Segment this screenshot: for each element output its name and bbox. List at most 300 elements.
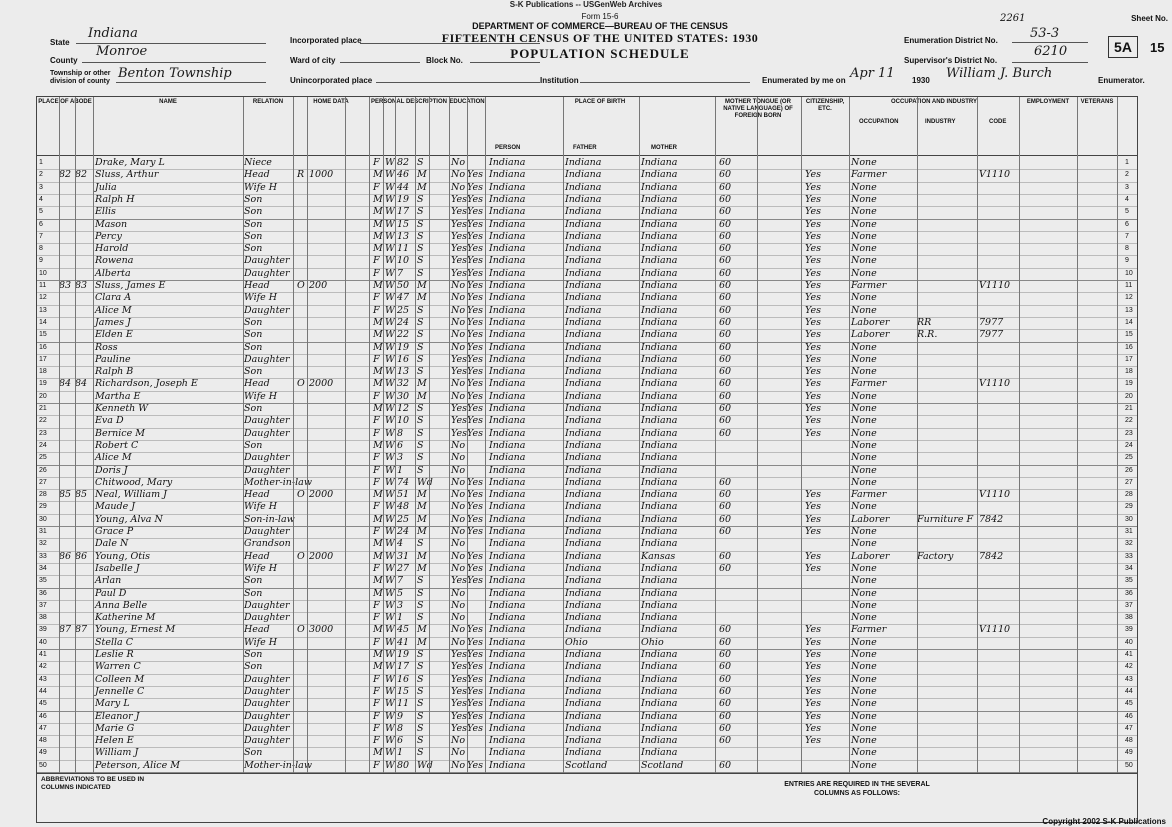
cell-race: W [385,747,395,759]
cell-sex: M [373,439,383,451]
cell-mbp: Indiana [641,378,678,390]
cell-sex: M [373,747,383,759]
cell-age: 16 [397,673,410,685]
cell-lang: 60 [719,513,732,525]
column-rule [93,97,94,773]
cell-fbp: Scotland [565,759,608,771]
cell-rel: Daughter [244,685,290,697]
cell-name: Clara A [95,292,132,304]
table-row [37,501,1137,513]
cell-rel: Daughter [244,427,290,439]
cell-occ: Farmer [851,280,887,291]
cell-cit: Yes [805,526,821,537]
cell-occ: None [851,476,877,488]
cell-race: W [385,304,395,316]
cell-mar: S [417,316,424,328]
line-number-right: 34 [1125,564,1133,572]
cell-race: W [385,439,395,451]
line-number-right: 24 [1125,441,1133,449]
cell-sex: F [373,698,380,710]
cell-occ: None [851,452,877,464]
cell-mar: S [417,439,424,451]
cell-race: W [385,575,395,587]
cell-mar: S [417,538,424,550]
cell-occ: None [851,759,877,771]
cell-cit: Yes [805,489,821,501]
col-personal-description: PERSONAL DESCRIPTION [369,97,450,155]
cell-sex: F [373,415,380,427]
cell-mbp: Indiana [641,341,678,353]
cell-sch: No [451,280,466,291]
line-number-right: 39 [1125,626,1133,634]
copyright: Copyright 2002 S-K Publications [1042,817,1166,826]
cell-bp: Indiana [489,575,526,587]
cell-lang: 60 [719,243,732,255]
unincorporated-label: Unincorporated place [290,76,373,85]
cell-name: Peterson, Alice M [95,759,180,771]
cell-sex: F [373,464,380,476]
table-row [37,255,1137,267]
cell-occ: Laborer [851,550,890,562]
cell-occ: None [851,538,877,550]
cell-occ: Farmer [851,489,887,501]
cell-lang: 60 [719,403,732,414]
cell-fbp: Indiana [565,526,602,537]
cell-mar: M [417,513,427,525]
cell-age: 24 [397,526,410,537]
cell-age: 10 [397,255,410,267]
table-row [37,305,1137,317]
table-row [37,219,1137,231]
cell-fbp: Indiana [565,562,602,574]
line-number-right: 8 [1125,245,1129,253]
cell-home: O [297,280,305,291]
cell-occ: None [851,415,877,427]
cell-name: Robert C [95,439,139,451]
cell-fbp: Indiana [565,439,602,451]
cell-read: Yes [467,710,483,722]
cell-cit: Yes [805,181,821,193]
cell-age: 3 [397,452,404,464]
cell-name: Bernice M [95,427,145,439]
cell-fam: 85 [75,489,88,501]
cell-name: Young, Alva N [95,513,163,525]
table-row [37,563,1137,575]
cell-mbp: Indiana [641,415,678,427]
line-number: 41 [39,651,47,658]
cell-sch: No [451,439,466,451]
cell-occ: None [851,526,877,537]
cell-fbp: Indiana [565,280,602,291]
line-number: 22 [39,417,47,425]
cell-rel: Wife H [244,562,278,574]
line-number-right: 19 [1125,380,1133,388]
cell-occ: Laborer [851,316,890,328]
line-number: 27 [39,478,47,486]
table-row [37,551,1137,563]
cell-fbp: Indiana [565,181,602,193]
cell-mbp: Indiana [641,698,678,710]
cell-code: 7977 [979,316,1004,328]
cell-age: 12 [397,403,410,414]
cell-occ: None [851,575,877,587]
cell-fbp: Indiana [565,452,602,464]
cell-sch: Yes [451,661,467,673]
cell-sch: No [451,329,466,341]
cell-name: Colleen M [95,673,145,685]
cell-code: V1110 [979,169,1011,181]
column-rule [917,97,918,773]
cell-mar: S [417,267,424,279]
cell-mbp: Indiana [641,366,678,378]
cell-sch: No [451,157,466,168]
cell-mbp: Indiana [641,267,678,279]
cell-age: 13 [397,366,410,378]
cell-bp: Indiana [489,538,526,550]
cell-mbp: Indiana [641,403,678,414]
cell-lang: 60 [719,636,732,648]
cell-lang: 60 [719,390,732,402]
cell-race: W [385,157,395,168]
cell-occ: Farmer [851,378,887,390]
cell-sch: No [451,538,466,550]
cell-mar: S [417,341,424,353]
line-number: 36 [39,589,47,597]
line-number: 37 [39,601,47,609]
cell-bp: Indiana [489,193,526,205]
line-number: 30 [39,515,47,523]
cell-mbp: Indiana [641,612,678,624]
cell-lang: 60 [719,329,732,341]
table-row [37,329,1137,341]
census-table [36,96,1138,774]
line-number-right: 25 [1125,454,1133,462]
cell-mbp: Indiana [641,255,678,267]
cell-val: 1000 [309,169,334,181]
cell-mar: M [417,624,427,636]
line-number-right: 33 [1125,552,1133,560]
cell-name: Ross [95,341,118,353]
cell-rel: Head [244,378,270,390]
cell-bp: Indiana [489,230,526,242]
col-industry: INDUSTRY [925,119,956,125]
cell-fbp: Indiana [565,193,602,205]
line-number-right: 11 [1125,282,1133,289]
cell-bp: Indiana [489,489,526,501]
cell-age: 4 [397,538,404,550]
cell-lang: 60 [719,489,732,501]
cell-sch: Yes [451,722,467,734]
enumerated-label: Enumerated by me on [762,76,846,85]
cell-age: 1 [397,747,404,759]
cell-mbp: Indiana [641,661,678,673]
cell-name: Paul D [95,587,127,599]
cell-cit: Yes [805,661,821,673]
col-employment: EMPLOYMENT [1019,97,1078,155]
cell-mar: M [417,636,427,648]
col-mother: MOTHER [651,145,677,151]
column-rule [243,97,244,773]
entries-title: ENTRIES ARE REQUIRED IN THE SEVERAL COLUMNS AS FOLLOWS: [784,781,930,797]
cell-fbp: Indiana [565,206,602,218]
column-rule [1019,97,1020,773]
cell-mar: S [417,304,424,316]
cell-race: W [385,612,395,624]
cell-cit: Yes [805,366,821,378]
cell-mbp: Indiana [641,575,678,587]
cell-race: W [385,636,395,648]
column-rule [395,97,396,773]
cell-age: 45 [397,624,410,636]
cell-bp: Indiana [489,181,526,193]
cell-bp: Indiana [489,649,526,660]
cell-bp: Indiana [489,329,526,341]
cell-age: 13 [397,230,410,242]
cell-sch: No [451,735,466,747]
column-rule [369,97,370,773]
cell-occ: None [851,636,877,648]
ward-line [340,62,420,63]
col-person: PERSON [495,145,521,151]
column-rule [563,97,564,773]
cell-age: 80 [397,759,410,771]
cell-fbp: Indiana [565,489,602,501]
cell-name: Percy [95,230,122,242]
cell-bp: Indiana [489,612,526,624]
column-rule [307,97,308,773]
cell-sch: Yes [451,255,467,267]
cell-age: 19 [397,341,410,353]
cell-mar: S [417,157,424,168]
cell-age: 7 [397,267,404,279]
cell-sch: Yes [451,710,467,722]
cell-cit: Yes [805,267,821,279]
cell-lang: 60 [719,255,732,267]
cell-rel: Daughter [244,464,290,476]
cell-rel: Head [244,624,270,636]
line-number: 43 [39,675,47,683]
column-rule [1117,97,1118,773]
table-row [37,194,1137,206]
cell-sch: Yes [451,353,467,365]
cell-fbp: Indiana [565,698,602,710]
cell-age: 19 [397,649,410,660]
cell-code: 7842 [979,513,1004,525]
table-row [37,280,1137,292]
cell-sex: F [373,685,380,697]
cell-read: Yes [467,489,483,501]
cell-bp: Indiana [489,292,526,304]
cell-name: Helen E [95,735,134,747]
cell-dw: 82 [59,169,72,181]
cell-mbp: Indiana [641,673,678,685]
cell-read: Yes [467,673,483,685]
cell-age: 44 [397,181,410,193]
cell-lang: 60 [719,218,732,230]
cell-lang: 60 [719,685,732,697]
cell-fbp: Indiana [565,538,602,550]
cell-mbp: Indiana [641,464,678,476]
cell-dw: 87 [59,624,72,636]
table-row [37,600,1137,612]
cell-read: Yes [467,562,483,574]
cell-fbp: Indiana [565,341,602,353]
cell-lang: 60 [719,562,732,574]
cell-occ: None [851,390,877,402]
cell-rel: Son [244,403,263,414]
cell-sch: Yes [451,366,467,378]
cell-occ: None [851,292,877,304]
line-number: 16 [39,343,47,351]
cell-bp: Indiana [489,464,526,476]
cell-age: 25 [397,304,410,316]
cell-fbp: Indiana [565,747,602,759]
table-row [37,465,1137,477]
cell-ind: Factory [917,550,954,562]
cell-sex: F [373,599,380,611]
cell-mar: S [417,206,424,218]
line-number-right: 46 [1125,712,1133,720]
cell-rel: Daughter [244,735,290,747]
cell-occ: None [851,661,877,673]
cell-mar: M [417,292,427,304]
cell-fbp: Indiana [565,157,602,168]
cell-fbp: Indiana [565,624,602,636]
cell-rel: Daughter [244,255,290,267]
cell-occ: None [851,230,877,242]
cell-occ: None [851,353,877,365]
cell-lang: 60 [719,280,732,291]
cell-sch: No [451,562,466,574]
cell-age: 5 [397,587,404,599]
cell-sch: Yes [451,230,467,242]
cell-sex: M [373,403,383,414]
cell-age: 11 [397,698,410,710]
cell-bp: Indiana [489,501,526,513]
column-rule [849,97,850,773]
cell-race: W [385,501,395,513]
cell-age: 46 [397,169,410,181]
cell-cit: Yes [805,193,821,205]
cell-read: Yes [467,206,483,218]
cell-sch: Yes [451,206,467,218]
cell-rel: Son [244,193,263,205]
cell-cit: Yes [805,685,821,697]
cell-fam: 83 [75,280,88,291]
cell-name: Julia [95,181,117,193]
state-label: State [50,38,70,47]
cell-lang: 60 [719,193,732,205]
cell-read: Yes [467,341,483,353]
cell-occ: None [851,612,877,624]
line-number-right: 42 [1125,663,1133,671]
census-title: FIFTEENTH CENSUS OF THE UNITED STATES: 1930 [441,31,759,45]
cell-rel: Daughter [244,353,290,365]
cell-bp: Indiana [489,378,526,390]
cell-fbp: Indiana [565,243,602,255]
county-value: Monroe [96,44,148,59]
cell-name: Kenneth W [95,403,149,414]
cell-sex: F [373,612,380,624]
cell-sch: No [451,316,466,328]
cell-lang: 60 [719,181,732,193]
cell-name: Sluss, Arthur [95,169,159,181]
cell-sex: M [373,378,383,390]
line-number: 20 [39,392,47,400]
cell-read: Yes [467,304,483,316]
cell-age: 27 [397,562,410,574]
line-number-right: 5 [1125,208,1129,216]
line-number: 44 [39,687,47,695]
cell-race: W [385,218,395,230]
cell-mbp: Indiana [641,587,678,599]
cell-rel: Son [244,661,263,673]
cell-read: Yes [467,427,483,439]
cell-occ: None [851,206,877,218]
cell-mbp: Indiana [641,476,678,488]
cell-lang: 60 [719,316,732,328]
cell-sex: M [373,316,383,328]
cell-sch: Yes [451,267,467,279]
cell-cit: Yes [805,673,821,685]
cell-name: Dale N [95,538,129,550]
line-number-right: 48 [1125,737,1133,745]
cell-read: Yes [467,550,483,562]
cell-lang: 60 [719,292,732,304]
cell-read: Yes [467,316,483,328]
cell-rel: Daughter [244,452,290,464]
cell-sch: No [451,476,466,488]
cell-cit: Yes [805,550,821,562]
cell-bp: Indiana [489,562,526,574]
line-number: 35 [39,577,47,585]
ward-label: Ward of city [290,56,336,65]
cell-race: W [385,390,395,402]
cell-name: Stella C [95,636,133,648]
cell-sch: No [451,759,466,771]
cell-race: W [385,685,395,697]
column-rule [429,97,430,773]
cell-mbp: Indiana [641,722,678,734]
cell-race: W [385,710,395,722]
enum-district-label: Enumeration District No. [904,36,998,45]
cell-fbp: Indiana [565,550,602,562]
cell-mar: S [417,747,424,759]
cell-sch: No [451,513,466,525]
line-number: 34 [39,564,47,572]
line-number: 8 [39,245,43,253]
cell-cit: Yes [805,329,821,341]
cell-race: W [385,415,395,427]
cell-mbp: Indiana [641,624,678,636]
cell-fbp: Indiana [565,353,602,365]
cell-name: Jennelle C [95,685,145,697]
line-number-right: 28 [1125,491,1133,499]
cell-fbp: Ohio [565,636,588,648]
cell-race: W [385,599,395,611]
table-row [37,378,1137,390]
cell-name: Alberta [95,267,131,279]
cell-sex: F [373,476,380,488]
table-row [37,526,1137,538]
cell-lang: 60 [719,673,732,685]
cell-bp: Indiana [489,304,526,316]
table-row [37,489,1137,501]
cell-mar: S [417,193,424,205]
cell-mar: M [417,489,427,501]
cell-occ: None [851,599,877,611]
cell-mbp: Kansas [641,550,676,562]
